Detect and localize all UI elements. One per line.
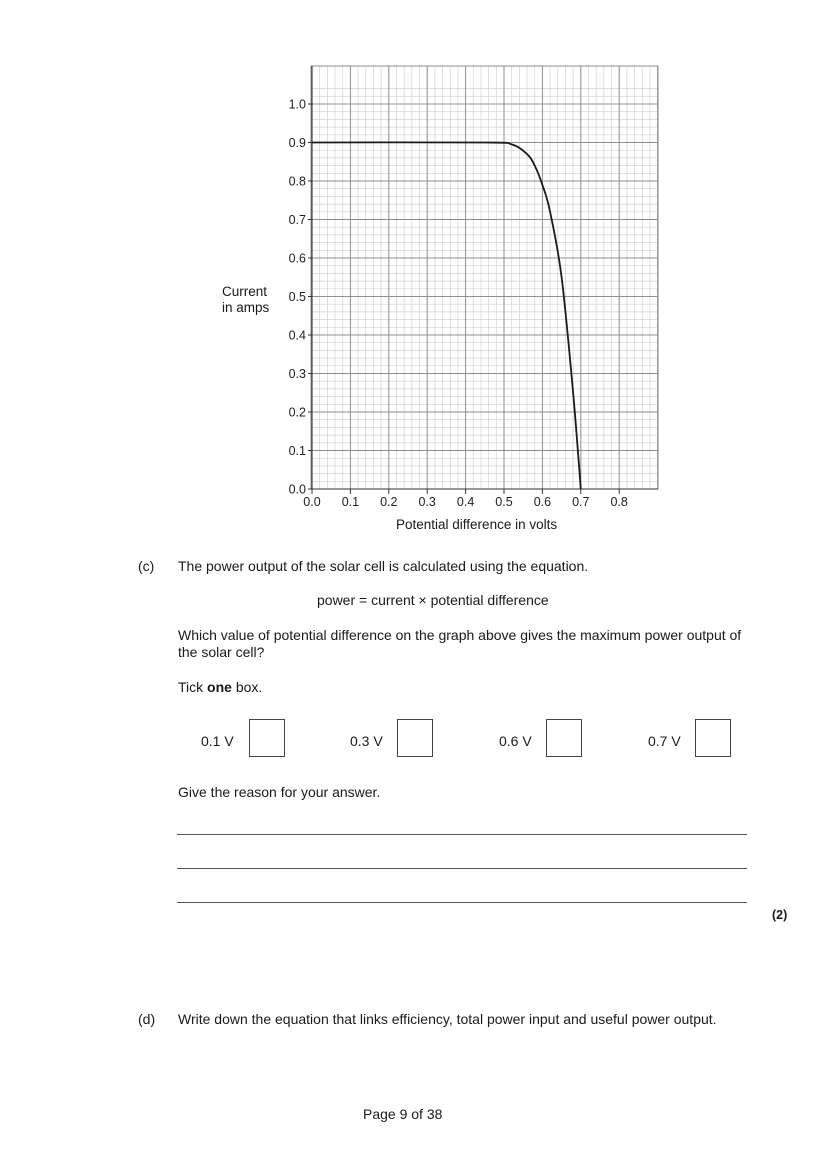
y-tick-label: 0.0 [288, 482, 306, 497]
current-voltage-graph [0, 0, 828, 560]
part-d-label: (d) [138, 1011, 156, 1027]
x-tick-label: 0.6 [533, 495, 552, 509]
y-tick-label: 0.9 [288, 136, 306, 150]
marks-indicator: (2) [772, 908, 788, 922]
y-axis-label-line2: in amps [222, 300, 270, 315]
answer-line-2[interactable] [177, 868, 747, 869]
y-tick-label: 0.1 [288, 444, 306, 458]
part-c-label: (c) [138, 558, 155, 574]
y-tick-label: 1.0 [288, 97, 306, 112]
part-d-text: Write down the equation that links efficiency, total power input and useful power output. [178, 1011, 717, 1027]
axes [311, 66, 658, 489]
x-tick-label: 0.2 [380, 495, 398, 509]
x-tick-label: 0.3 [418, 495, 436, 509]
option-label-0-1v: 0.1 V [201, 733, 234, 749]
option-label-0-7v: 0.7 V [648, 733, 681, 749]
power-equation: power = current × potential difference [317, 592, 549, 608]
x-tick-labels [303, 489, 628, 509]
reason-prompt: Give the reason for your answer. [178, 784, 381, 800]
y-tick-label: 0.3 [288, 367, 306, 381]
tickbox-0-7v[interactable] [695, 719, 731, 757]
y-axis-label-line1: Current [222, 284, 268, 299]
part-c-intro: The power output of the solar cell is calculated using the equation. [178, 558, 589, 574]
series-line [312, 142, 581, 489]
x-tick-label: 0.1 [341, 495, 360, 509]
tick-suffix: box. [231, 679, 263, 695]
tickbox-0-3v[interactable] [397, 719, 433, 757]
x-tick-label: 0.0 [303, 495, 321, 509]
y-tick-labels [289, 98, 312, 497]
tick-prefix: Tick [178, 679, 208, 695]
x-axis-label: Potential difference in volts [396, 517, 558, 532]
x-tick-label: 0.8 [610, 495, 628, 509]
y-tick-label: 0.5 [288, 290, 306, 304]
y-tick-label: 0.2 [288, 405, 306, 420]
tick-bold: one [207, 679, 232, 695]
answer-line-3[interactable] [177, 902, 747, 903]
y-tick-label: 0.4 [288, 328, 306, 343]
major-gridlines [311, 66, 658, 489]
answer-line-1[interactable] [177, 834, 747, 835]
tickbox-0-6v[interactable] [546, 719, 582, 757]
y-tick-label: 0.7 [288, 213, 306, 227]
y-tick-label: 0.8 [288, 174, 306, 189]
x-tick-label: 0.5 [495, 495, 513, 509]
x-tick-label: 0.4 [456, 495, 475, 509]
minor-gridlines [311, 66, 658, 489]
part-c-question: Which value of potential difference on the graph above gives the maximum power output of the solar cell? [178, 627, 742, 660]
y-axis-label [222, 284, 269, 316]
tickbox-0-1v[interactable] [249, 719, 285, 757]
tick-instruction [178, 679, 748, 696]
option-label-0-6v: 0.6 V [499, 733, 532, 749]
y-tick-label: 0.6 [288, 251, 306, 266]
option-label-0-3v: 0.3 V [350, 733, 383, 749]
page-number: Page 9 of 38 [363, 1106, 443, 1122]
x-tick-label: 0.7 [572, 495, 590, 509]
plot-border [311, 66, 658, 489]
